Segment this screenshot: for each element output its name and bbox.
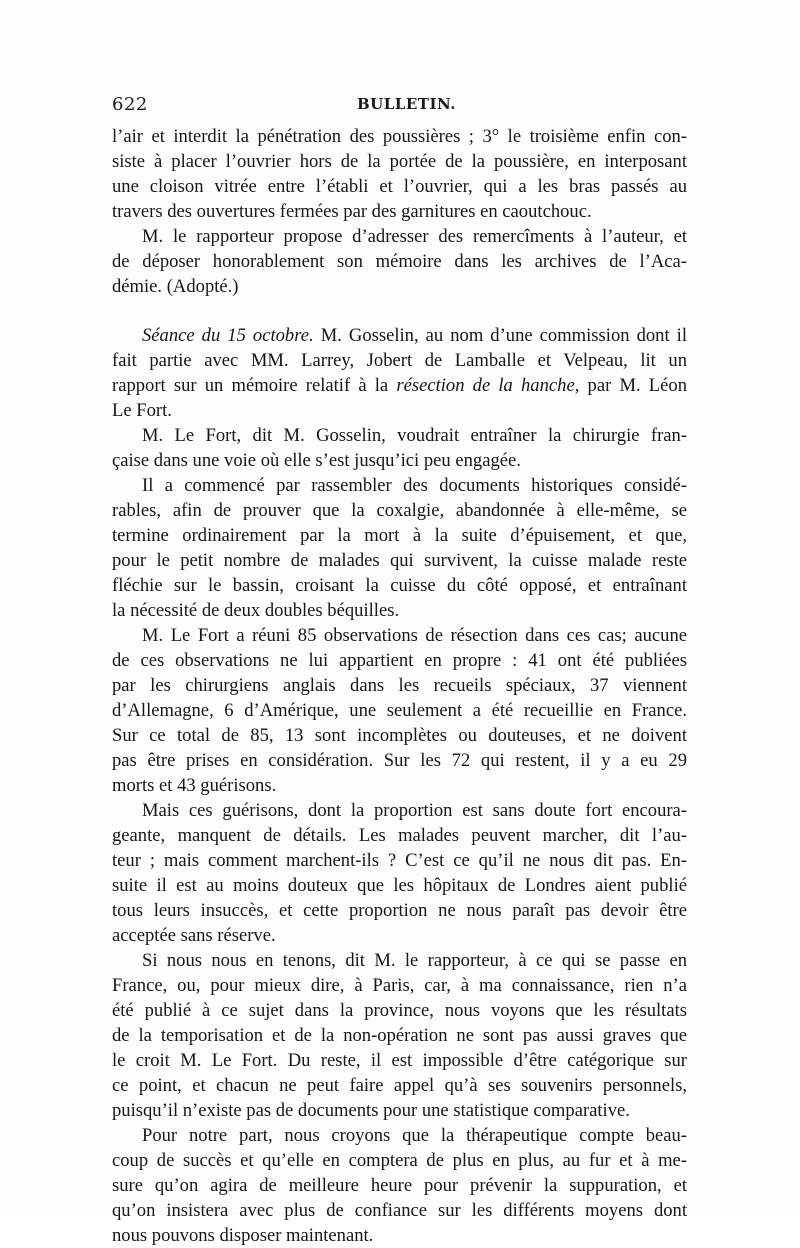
text-line: Il a commencé par rassembler des documents historiques considé- <box>142 475 687 496</box>
text-line: Le Fort. <box>112 400 172 421</box>
resection-line <box>112 373 687 398</box>
text-line: sure qu’on agira de meilleure heure pour prévenir la suppuration, et <box>112 1175 687 1196</box>
text-line: d’Allemagne, 6 d’Amérique, une seulement a été recueillie en France. <box>112 700 687 721</box>
text-line: M. le rapporteur propose d’adresser des remercîments à l’auteur, et <box>142 226 687 247</box>
page-number: 622 <box>112 94 148 115</box>
text-line: pas être prises en considération. Sur les 72 qui restent, il y a eu 29 <box>112 750 687 771</box>
text-line: teur ; mais comment marchent-ils ? C’est ce qu’il ne nous dit pas. En- <box>112 850 687 871</box>
text-line: pour le petit nombre de malades qui survivent, la cuisse malade reste <box>112 550 687 571</box>
resection-post: , par M. Léon <box>574 375 687 396</box>
body-text <box>112 124 687 1248</box>
resection-pre: rapport sur un mémoire relatif à la <box>112 375 397 396</box>
text-line: çaise dans une voie où elle s’est jusqu’ici peu engagée. <box>112 450 521 471</box>
text-line: l’air et interdit la pénétration des poussières ; 3° le troisième enfin con- <box>112 126 687 147</box>
paragraph-gap <box>112 299 687 323</box>
text-line: M. Le Fort a réuni 85 observations de résection dans ces cas; aucune <box>142 625 687 646</box>
running-title: BULLETIN. <box>357 95 456 113</box>
text-line: termine ordinairement par la mort à la suite d’épuisement, et que, <box>112 525 687 546</box>
text-line: de ces observations ne lui appartient en propre : 41 ont été publiées <box>112 650 687 671</box>
text-line: démie. (Adopté.) <box>112 276 239 297</box>
seance-date: Séance du 15 octobre. <box>142 325 314 346</box>
page-header <box>112 94 687 120</box>
seance-line <box>112 323 687 348</box>
text-line: puisqu’il n’existe pas de documents pour une statistique comparative. <box>112 1100 630 1121</box>
text-line: M. Le Fort, dit M. Gosselin, voudrait entraîner la chirurgie fran- <box>142 425 687 446</box>
text-line: Mais ces guérisons, dont la proportion est sans doute fort encoura- <box>142 800 687 821</box>
text-line: fléchie sur le bassin, croisant la cuisse du côté opposé, et entraînant <box>112 575 687 596</box>
text-line: par les chirurgiens anglais dans les recueils spéciaux, 37 viennent <box>112 675 687 696</box>
text-line: le croit M. Le Fort. Du reste, il est impossible d’être catégorique sur <box>112 1050 687 1071</box>
text-line: morts et 43 guérisons. <box>112 775 277 796</box>
text-line: coup de succès et qu’elle en comptera de plus en plus, au fur et à me- <box>112 1150 687 1171</box>
text-line: rables, afin de prouver que la coxalgie, abandonnée à elle-même, se <box>112 500 687 521</box>
text-line: de la temporisation et de la non-opération ne sont pas aussi graves que <box>112 1025 687 1046</box>
text-line: acceptée sans réserve. <box>112 925 276 946</box>
text-line: une cloison vitrée entre l’établi et l’ouvrier, qui a les bras passés au <box>112 176 687 197</box>
text-line: siste à placer l’ouvrier hors de la portée de la poussière, en interposant <box>112 151 687 172</box>
text-line: France, ou, pour mieux dire, à Paris, car, à ma connaissance, rien n’a <box>112 975 687 996</box>
text-line: Pour notre part, nous croyons que la thérapeutique compte beau- <box>142 1125 687 1146</box>
text-line: de déposer honorablement son mémoire dans les archives de l’Aca- <box>112 251 687 272</box>
text-line: ce point, et chacun ne peut faire appel qu’à ses souvenirs personnels, <box>112 1075 687 1096</box>
text-line: tous leurs insuccès, et cette proportion ne nous paraît pas devoir être <box>112 900 687 921</box>
text-line: Si nous nous en tenons, dit M. le rapporteur, à ce qui se passe en <box>142 950 687 971</box>
text-line: la nécessité de deux doubles béquilles. <box>112 600 400 621</box>
seance-rest: M. Gosselin, au nom d’une commission dont il <box>313 325 687 346</box>
resection-title: résection de la hanche <box>396 375 575 396</box>
text-line: geante, manquent de détails. Les malades peuvent marcher, dit l’au- <box>112 825 687 846</box>
text-line: travers des ouvertures fermées par des garnitures en caoutchouc. <box>112 201 592 222</box>
text-line: fait partie avec MM. Larrey, Jobert de Lamballe et Velpeau, lit un <box>112 350 687 371</box>
text-line: nous pouvons disposer maintenant. <box>112 1225 374 1246</box>
text-line: été publié à ce sujet dans la province, nous voyons que les résultats <box>112 1000 687 1021</box>
text-line: suite il est au moins douteux que les hôpitaux de Londres aient publié <box>112 875 687 896</box>
text-line: qu’on insistera avec plus de confiance sur les différents moyens dont <box>112 1200 687 1221</box>
text-line: Sur ce total de 85, 13 sont incomplètes ou douteuses, et ne doivent <box>112 725 687 746</box>
